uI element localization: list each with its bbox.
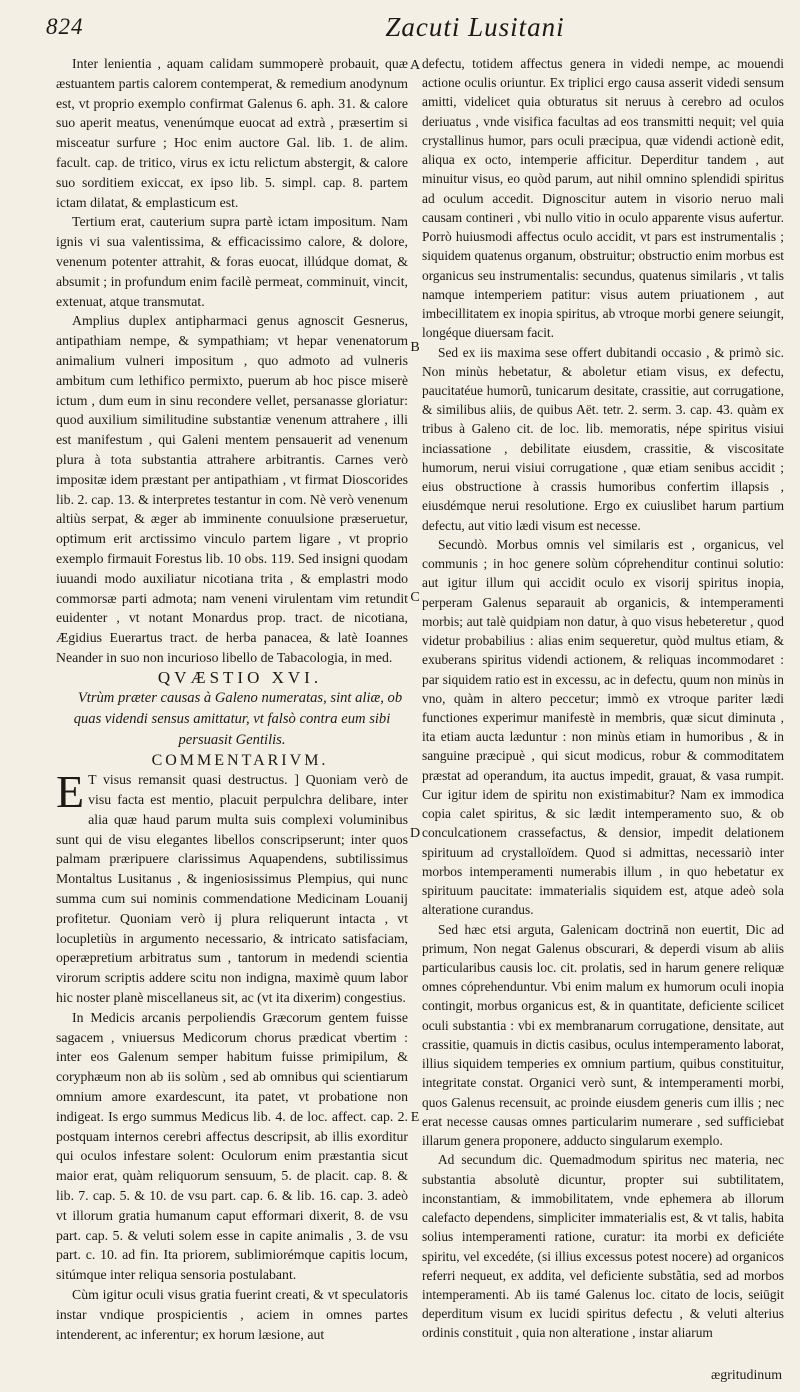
question-summary: Vtrùm præter causas à Galeno numeratas, sint aliæ, ob quas videndi sensus amittatur, vt falsò contra eum sibi persuasit Gentilis. [73, 689, 403, 748]
margin-marker-b: B [410, 340, 420, 355]
body-paragraph: defectu, totidem affectus genera in videdi nempe, ac mouendi actione oculis oriuntur. Ex triplici ergo causa asserit videdi sensum amitti, videlicet quia obturatus sit neruus à cerebro ad oculos deriuatus , vnde visifica facultas ad eos transmitti nequit; vel quia crystallinus humor, pars oculi præcipua, quæ videndi actionè edit, aliqua ex octo, intemperie afficitur. Deperditur tandem , aut minuitur visus, eo quòd parum, aut nihil omnino splendidi spiritus ad oculum accedit. Dignoscitur autem in visorio neruo mali causam contineri , vbi nullo vitio in oculo apparente visus aufertur. Porrò huiusmodi affectus oculo accidit, vt pars est instrumentalis ; siquidem quatenus organum, obstruitur; obstructio enim morbus est organicus seu instrumentalis: secundus, quatenus similaris , vt talis namque intemperiem patitur: visus autem priuationem , aut imbecillitatem ex inopia spiritus, ab vtroque morbi genere seiungit, longéque diuersam facit. [422, 56, 784, 341]
margin-marker-c: C [410, 590, 420, 605]
commentary-heading: COMMENTARIVM. [151, 751, 329, 769]
margin-marker-e: E [410, 1110, 420, 1125]
body-paragraph: Cùm igitur oculi visus gratia fuerint creati, & vt speculatoris instar vndique prospicientis , aciem in omnes partes intenderent, ac inferentur; ex horum læsione, aut [56, 1287, 408, 1342]
body-paragraph: Amplius duplex antipharmaci genus agnoscit Gesnerus, antipathiam nempe, & sympathiam; vt hepar venenatorum animalium vulneri impositum , quo admoto ad vulneris ambitum cum lethifico permixto, puerum ab hoc pisce miserè ictum , dum eum in sinu recondere vellet, persanasse gloriatur: quod auxilium similitudine substantiæ venenum attrahere , illi est manifestum , qui Galeni mentem pensauerit ad venenum plura à tota substantia attrahere arbitrantis. Carnes verò impositæ idem præstant per antipathiam , vt firmat Dioscorides lib. 2. cap. 13. & interpretes testantur in com. Nè verò venenum altiùs serpat, & æger ab imminente conuulsione præseruetur, optimum erit arctissimo vinculo partem ligare , vt proprio exemplo firmauit Forestus lib. 10 obs. 119. Sed insigni quodam iuuandi modo auxiliatur nicotiana trita , & emplastri modo commorsæ parti admota; nam veneni virulentam vim retundit euidenter , vt notant Monardus prop. tract. de nicotiana, Ægidius Euerartus tract. de herba panacea, & latè Ioannes Neander in suo non incurioso libello de Tabacologia, in med. [56, 313, 408, 665]
left-column [56, 54, 408, 1366]
body-paragraph: Ad secundum dic. Quemadmodum spiritus nec materia, nec substantia absolutè dicuntur, propter sui subtilitatem, inconstantiam, & immobilitatem, vnde ephemera ab illorum calefacto dependens, simpliciter immaterialis est, & vt talis, habita solius intemperamenti ratione, curatur: ita morbi ex deficiéte spiritu, vel excedéte, (si illius excessus potest nocere) ad organicos referri nequeut, ex addita, vel deficiente substãtia, sed ad morbos intemperamenti. Ab iis tamé Galenus loc. citato de locis, seiūgit deperditum visum ex lucidi spiritus defectu , & veluti alterius ordinis constituit , quia non alteratione , instar aliarum [422, 1152, 784, 1341]
catchword: ægritudinum [711, 1368, 782, 1383]
running-title: Zacuti Lusitani [385, 12, 565, 42]
margin-marker-d: D [409, 826, 421, 841]
body-paragraph: In Medicis arcanis perpoliendis Græcorum gentem fuisse sagacem , vniuersus Medicorum chorus prædicat vbertim : inter eos Galenum semper habitum fuisse primipilum, & coryphæum non ab iis solùm , sed ab omnibus qui scientiarum omnium amore exardescunt, ita patet, vt probatione non indigeat. Is ergo summus Medicus lib. 4. de loc. affect. cap. 2. postquam internos cerebri affectus descripsit, ab illis exorditur qui oculos infestare solent: Oculorum enim præstantia sicut maior erat, quàm reliquorum sensuum, 5. de placit. cap. 8. & lib. 7. cap. 5. & 10. de vsu part. cap. 6. & lib. 16. cap. 3. adeò vt illorum gratia humanum caput efformari dixerit, 8. de vsu part. cap. 5. & veluti solem esse in capite animalis , 3. de vsu part. c. 10. ad fin. Ita priorem, sublimiorémque capitis locum, sitúmque inter reliqua sensoria postulabant. [56, 1009, 408, 1283]
margin-marker-a: A [409, 58, 421, 73]
drop-cap: E [56, 766, 85, 818]
page-header [30, 14, 780, 48]
page-number: 824 [46, 14, 84, 39]
question-title: QVÆSTIO XVI. [157, 667, 323, 687]
right-column [422, 54, 784, 1366]
body-paragraph: Inter lenientia , aquam calidam summoperè probauit, quæ æstuantem partis calorem contemperat, & remedium anodynum est, vt proprio exemplo confirmat Galenus 6. aph. 31. & calore suo aperit meatus, venenúmque euocat ad extrà , præsertim si misceatur surfure ; Hoc enim auctore Gal. lib. 1. de alim. facult. cap. de tritico, virus ex ictu relictum abstergit, & calore suo sorditiem exiccat, ex ipso lib. 5. simpl. cap. 8. partem ictam dilatat, & emplasticum est. [56, 56, 408, 210]
commentary-first-paragraph [56, 766, 408, 1008]
body-paragraph: Tertium erat, cauterium supra partè ictam impositum. Nam ignis vi sua valentissima, & efficacissimo calore, & dolore, venenum potenter attrahit, & foras euocat, illúdque domat, & absumit ; in profundum enim facilè permeat, comminuit, vincit, extenuat, atque transmutat. [56, 214, 408, 309]
body-paragraph: Sed hæc etsi arguta, Galenicam doctrinā non euertit, Dic ad primum, Non negat Galenus obscurari, & deperdi visum ab aliis particularibus causis loc. cit. prolatis, sed in harum genere reliquæ omnes cóprehenduntur. Vbi enim malum ex humorum oculi inopia contingit, morbus organicus est, & in quantitate, deficiente scilicet oculi substantia : vbi ex membranarum corrugatione, densitate, aut crassitie, quamuis in dictis casibus, oculus intemperamento laborat, illius siquidem temperies ex omnium partium, quibus constituitur, integritate constat. Organici verò sunt, & intemperamenti morbi, quos Galenus recensuit, ac proinde eiusdem generis cum illis ; nec erat necesse causas omnes particularim numerare , sed sufficiebat illarum genera proponere, adducto singularum exemplo. [422, 921, 784, 1149]
body-paragraph: Secundò. Morbus omnis vel similaris est , organicus, vel communis ; in hoc genere solùm cóprehenditur continui solutio: aut igitur illum qui accidit oculo ex visorij spiritus inopia, perperam Galenus separauit ab organicis, & intemperamenti morbis; aut talè quidpiam non datur, à quo visus hebeteretur , quod videtur probabilius : alias enim sequeretur, quòd multus etiam, & exuberans spiritus videndi actionem, & reliquas incommodaret : par siquidem ratio est in excessu, ac in defectu, quum non minùs in vno, quàm in altero peccetur; immò ex vtroque pariter lædi functiones experimur manifestè in membris, quæ sicut diminuta , ita etiam aucta læduntur : non minùs etiam in humoribus , & in sanguine præcipuè , qui sicut modicus, robur & commoditatem præstat ad operandum, ita auctus impedit, grauat, & vasa rumpit. Cur igitur idem de spiritu non existimabitur? Nam ex immodica copia calet spiritus, & sic lædit intemperamento suo, & ob conculcationem crassefactus, & densior, impedit delationem spirituum ad crystalloïdem. Quod si admittas, necessariò inter morbos intemperamenti numerabis illum , in quo hebetatur ex spirituum paucitate: immaterialis siquidem est, atque adeò sola alteratione curandus. [422, 536, 784, 918]
body-paragraph-text: T visus remansit quasi destructus. ] Quoniam verò de visu facta est mentio, placuit perpulchra delibare, inter alia quæ haud parum multa suis complexi voluminibus sunt qui de visu elegantes libellos conscripserunt; inter quos palmam præripuere clarissimus Aquapendens, subtilissimus Montaltus Lusitanus , & ingeniosissimus Plempius, qui nunc summa cum sui nominis commendatione Medicinam Louanij profitetur. Quoniam verò ij plura reliquerunt intacta , vt locupletiùs in argumento necessario, & intricato satisfaciam, operæpretium arbitratus sum , tantorum in medendi scientia virorum scriptis addere scitu non indigna, maximè quum labor hic noster planè miscellaneus sit, ac (vt ita dixerim) congestius. [56, 772, 408, 1006]
body-paragraph: Sed ex iis maxima sese offert dubitandi occasio , & primò sic. Non minùs hebetatur, & aboletur etiam visus, ex defectu, paucitatéue humorũ, tunicarum desitate, crassitie, aut corrugatione, & similibus aliis, de quibus Aët. tetr. 2. serm. 3. cap. 43. quàm ex tribus à Galeno cit. de loc. lib. memoratis, népe spiritus visiui inciassatione , debilitate eiusdem, crassitie, & viscositate humorum, nerui visiui corrugatione , quæ etiam senibus accidit ; eius obstructione à crassis humoribus confertim illapsis , eiusdémque nerui resolutione. Ergo ex cuiuslibet harum partium defectu, aut vitio lædi visum est necesse. [422, 344, 784, 533]
